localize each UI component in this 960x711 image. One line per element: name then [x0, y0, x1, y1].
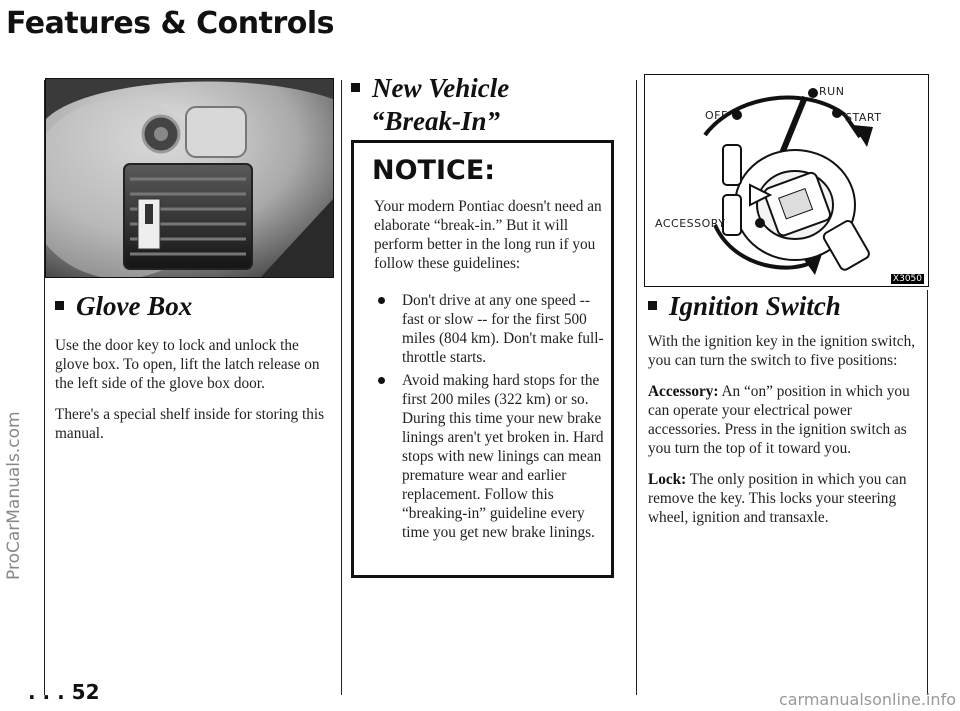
label-run: RUN — [819, 85, 845, 98]
bottom-watermark: carmanualsonline.info — [778, 690, 956, 709]
break-in-heading — [351, 72, 509, 138]
notice-title: NOTICE: — [372, 155, 496, 186]
glove-box-paragraph-2: There's a special shelf inside for storing this manual. — [55, 406, 325, 442]
ignition-heading — [648, 290, 841, 323]
label-accessory: ACCESSORY — [655, 217, 726, 230]
ignition-illustration — [644, 74, 929, 287]
glove-box-heading-text: Glove Box — [76, 291, 193, 321]
glove-box-photo — [45, 78, 334, 278]
notice-box — [351, 140, 614, 578]
list-item — [374, 291, 610, 367]
glove-box-text — [55, 336, 331, 455]
ignition-lock-paragraph — [648, 470, 924, 527]
ignition-accessory-paragraph — [648, 382, 924, 458]
column-rule-right-b — [927, 290, 928, 695]
glove-box-photo-art — [46, 79, 333, 277]
ignition-text — [648, 332, 924, 539]
heading-bullet-icon — [351, 83, 360, 92]
notice-intro: Your modern Pontiac doesn't need an elaborate “break-in.” But it will perform better in the long run if you follow these guidelines: — [374, 198, 602, 272]
bullet-dot-icon — [378, 297, 385, 304]
ignition-switch-art — [645, 75, 928, 286]
list-item — [374, 371, 610, 542]
break-in-heading-line-1: New Vehicle — [372, 73, 510, 103]
accessory-description: An “on” position in which you can operate your electrical power accessories. Press in the ignition switch as you turn the top of it toward you. — [648, 383, 910, 457]
side-watermark — [0, 0, 24, 711]
page-header: Features & Controls — [6, 6, 334, 41]
bullet-dot-icon — [378, 377, 385, 384]
break-in-heading-line-2: “Break-In” — [371, 106, 501, 136]
page-number: . . . 52 — [28, 680, 100, 704]
heading-bullet-icon — [648, 301, 657, 310]
notice-item-2-text: Avoid making hard stops for the first 200 miles (322 km) or so. During this time your new brake linings aren't yet broken in. Hard stops with new linings can mean premature wear and earlier replacement. Follow this “breaking-in” guideline every time you get new brake linings. — [402, 372, 604, 541]
glove-box-paragraph-1: Use the door key to lock and unlock the glove box. To open, lift the latch release on the left side of the glove box door. — [55, 337, 320, 392]
label-off: OFF — [705, 109, 728, 122]
glove-box-heading — [55, 290, 192, 323]
lock-description: The only position in which you can remove the key. This locks your steering wheel, ignition and transaxle. — [648, 471, 907, 526]
illustration-code: X3050 — [892, 274, 922, 284]
side-watermark-text: ProCarManuals.com — [4, 411, 24, 580]
column-rule-middle — [341, 80, 342, 695]
notice-list — [374, 291, 610, 546]
ignition-intro: With the ignition key in the ignition switch, you can turn the switch to five positions: — [648, 333, 916, 369]
ignition-heading-text: Ignition Switch — [669, 291, 841, 321]
notice-item-1-text: Don't drive at any one speed -- fast or slow -- for the first 500 miles (804 km). Don't make full-throttle starts. — [402, 292, 604, 366]
lock-term: Lock: — [648, 471, 687, 488]
heading-bullet-icon — [55, 301, 64, 310]
accessory-term: Accessory: — [648, 383, 719, 400]
label-start: START — [845, 111, 882, 124]
column-rule-right-a — [636, 80, 637, 695]
